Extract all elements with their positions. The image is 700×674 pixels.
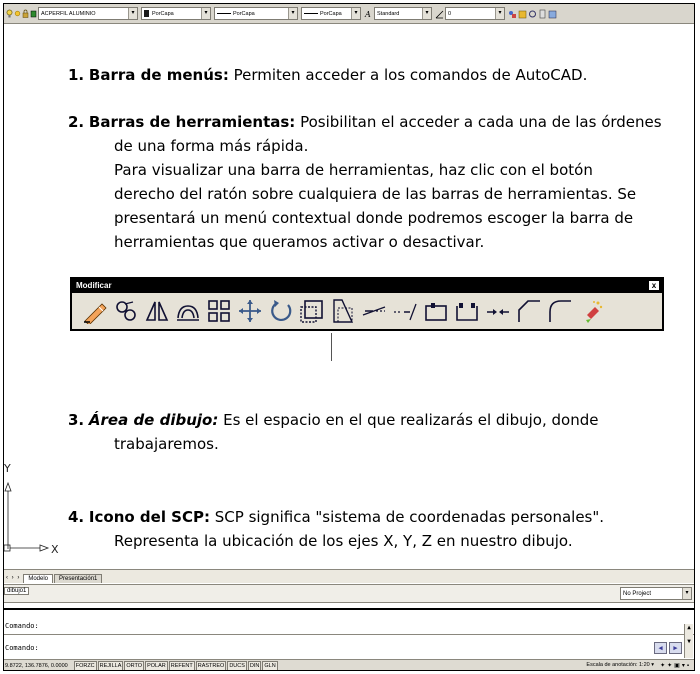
text-style-value: Standard xyxy=(377,10,400,17)
tray-icons xyxy=(660,662,691,669)
step-text: derecho del ratón sobre cualquiera de las barras de herramientas. Se xyxy=(114,185,637,203)
text-style-dropdown[interactable] xyxy=(374,7,432,20)
annotation-visibility-icon[interactable]: ✦ xyxy=(660,663,668,669)
toggle-polar[interactable]: POLAR xyxy=(147,663,166,669)
explode-icon[interactable] xyxy=(578,298,604,324)
step-text: de una forma más rápida. xyxy=(114,137,309,155)
chevron-down-icon[interactable]: ▾ xyxy=(128,8,137,19)
step-ucs-icon xyxy=(68,505,604,553)
toggle-ortho[interactable]: ORTO xyxy=(126,663,143,669)
modify-toolbar xyxy=(70,277,664,331)
sun-icon[interactable] xyxy=(14,9,21,18)
move-icon[interactable] xyxy=(237,298,263,324)
rotate-icon[interactable] xyxy=(268,298,294,324)
linetype-sample xyxy=(217,13,231,14)
toolbar-buttons xyxy=(72,293,662,329)
scale-icon[interactable] xyxy=(299,298,325,324)
step-title: Área de dibujo: xyxy=(88,411,219,429)
chamfer-icon[interactable] xyxy=(516,298,542,324)
layer-color-icon[interactable] xyxy=(30,9,37,18)
layout-tabs-bar xyxy=(4,569,694,583)
step-toolbars xyxy=(68,110,662,254)
document-bar xyxy=(4,584,694,603)
ucs-x-label: X xyxy=(51,543,59,556)
trim-icon[interactable] xyxy=(361,298,387,324)
mirror-icon[interactable] xyxy=(144,298,170,324)
step-text: SCP significa "sistema de coordenadas personales". xyxy=(214,508,605,526)
toggle-lwt[interactable]: GLN xyxy=(264,663,276,669)
text-style-icon[interactable] xyxy=(364,9,373,19)
linetype-dropdown[interactable] xyxy=(214,7,298,20)
close-icon[interactable]: x xyxy=(649,281,659,290)
command-scroll-buttons xyxy=(652,642,682,654)
dimension-style-icon[interactable] xyxy=(435,9,444,19)
step-number: 2. xyxy=(68,113,85,131)
step-title: Icono del SCP: xyxy=(88,508,210,526)
dimension-style-dropdown[interactable] xyxy=(445,7,505,20)
chevron-down-icon[interactable]: ▾ xyxy=(351,8,360,19)
step-title: Barras de herramientas: xyxy=(88,113,296,131)
step-text: trabajaremos. xyxy=(114,435,219,453)
toggle-dyn[interactable]: DIN xyxy=(249,663,260,669)
command-history-line: Comando: xyxy=(5,622,39,630)
step-text: Para visualizar una barra de herramientas, haz clic con el botón xyxy=(114,161,593,179)
color-dropdown[interactable] xyxy=(141,7,211,20)
command-input[interactable]: Comando: xyxy=(5,644,39,652)
stretch-icon[interactable] xyxy=(330,298,356,324)
ucs-y-label: Y xyxy=(4,462,11,475)
project-dropdown[interactable] xyxy=(620,587,692,600)
join-icon[interactable] xyxy=(485,298,511,324)
copy-icon[interactable] xyxy=(113,298,139,324)
toolbar-title-bar[interactable] xyxy=(72,279,662,293)
layer-walk-icon[interactable] xyxy=(538,9,547,19)
break-at-point-icon[interactable] xyxy=(423,298,449,324)
layer-previous-icon[interactable] xyxy=(528,9,537,19)
toggle-ducs[interactable]: DUCS xyxy=(229,663,245,669)
toggle-grid[interactable]: REJILLA xyxy=(99,663,122,669)
svg-text:A: A xyxy=(365,9,371,19)
clean-screen-icon[interactable]: ▪ xyxy=(686,663,691,669)
properties-toolbar xyxy=(4,4,694,24)
step-text: Posibilitan el acceder a cada una de las órdenes xyxy=(300,113,662,131)
chevron-down-icon[interactable]: ▾ xyxy=(288,8,297,19)
toggle-osnap[interactable]: REFENT xyxy=(170,663,193,669)
lightbulb-icon[interactable] xyxy=(6,9,13,18)
dimension-style-value: 0 xyxy=(448,10,452,17)
step-text: Permiten acceder a los comandos de AutoCAD. xyxy=(233,66,588,84)
step-number: 4. xyxy=(68,508,85,526)
ucs-icon xyxy=(4,459,74,563)
break-icon[interactable] xyxy=(454,298,480,324)
extend-icon[interactable] xyxy=(392,298,418,324)
coordinates-readout[interactable]: 9.8722, 136.7876, 0.0000 xyxy=(5,663,68,669)
lock-icon[interactable] xyxy=(22,9,29,18)
command-divider xyxy=(4,634,694,635)
chevron-down-icon[interactable]: ▾ xyxy=(682,588,691,599)
command-window xyxy=(4,608,694,658)
step-text: presentará un menú contextual donde podremos escoger la barra de xyxy=(114,209,634,227)
layer-dropdown[interactable] xyxy=(38,7,138,20)
drawing-area[interactable] xyxy=(4,26,694,571)
array-icon[interactable] xyxy=(206,298,232,324)
status-bar xyxy=(4,659,694,671)
step-menu-bar xyxy=(68,63,587,87)
fillet-icon[interactable] xyxy=(547,298,573,324)
scroll-left-icon[interactable]: ◀ xyxy=(654,642,667,654)
erase-icon[interactable] xyxy=(82,298,108,324)
tab-model[interactable]: Modelo xyxy=(23,574,53,583)
step-text: Representa la ubicación de los ejes X, Y, Z en nuestro dibujo. xyxy=(114,532,573,550)
step-text: herramientas que queramos activar o desactivar. xyxy=(114,233,485,251)
layer-isolate-icon[interactable] xyxy=(548,9,557,19)
step-drawing-area xyxy=(68,408,598,456)
toggle-snap[interactable]: FORZC xyxy=(75,663,95,669)
layer-manager-icon[interactable] xyxy=(508,9,517,19)
color-value: PorCapa xyxy=(152,10,174,17)
linetype-value: PorCapa xyxy=(233,10,255,17)
lock-icon[interactable]: ▣ xyxy=(674,663,682,669)
chevron-down-icon[interactable]: ▾ xyxy=(422,8,431,19)
command-vertical-scrollbar[interactable]: ▲ ▼ xyxy=(684,624,693,658)
tab-nav-arrows[interactable]: ‹ › › xyxy=(6,575,21,581)
step-text: Es el espacio en el que realizarás el dibujo, donde xyxy=(223,411,599,429)
layer-state-icon[interactable] xyxy=(518,9,527,19)
step-title: Barra de menús: xyxy=(88,66,229,84)
chevron-down-icon[interactable]: ▾ xyxy=(495,8,504,19)
lineweight-dropdown[interactable] xyxy=(301,7,361,20)
callout-line xyxy=(331,333,332,361)
layer-value: ACPERFIL ALUMINIO xyxy=(41,10,96,17)
scroll-right-icon[interactable]: ▶ xyxy=(669,642,682,654)
lineweight-sample xyxy=(304,13,318,14)
toggle-otrack[interactable]: RASTREO xyxy=(197,663,225,669)
project-value: No Project xyxy=(623,591,652,597)
screenshot-frame xyxy=(3,3,695,671)
color-swatch xyxy=(144,10,149,17)
chevron-down-icon[interactable]: ▾ xyxy=(681,663,687,669)
toolbar-title: Modificar xyxy=(76,281,112,290)
chevron-down-icon[interactable]: ▾ xyxy=(201,8,210,19)
lineweight-value: PorCapa xyxy=(320,10,342,17)
tab-layout1[interactable]: Presentación1 xyxy=(54,574,102,583)
annotation-scale[interactable]: Escala de anotación: 1:20 ▾ xyxy=(586,662,654,668)
autoscale-icon[interactable]: ✦ xyxy=(667,663,675,669)
offset-icon[interactable] xyxy=(175,298,201,324)
step-number: 1. xyxy=(68,66,85,84)
step-number: 3. xyxy=(68,411,85,429)
document-title[interactable]: dibujo1 xyxy=(4,587,29,595)
